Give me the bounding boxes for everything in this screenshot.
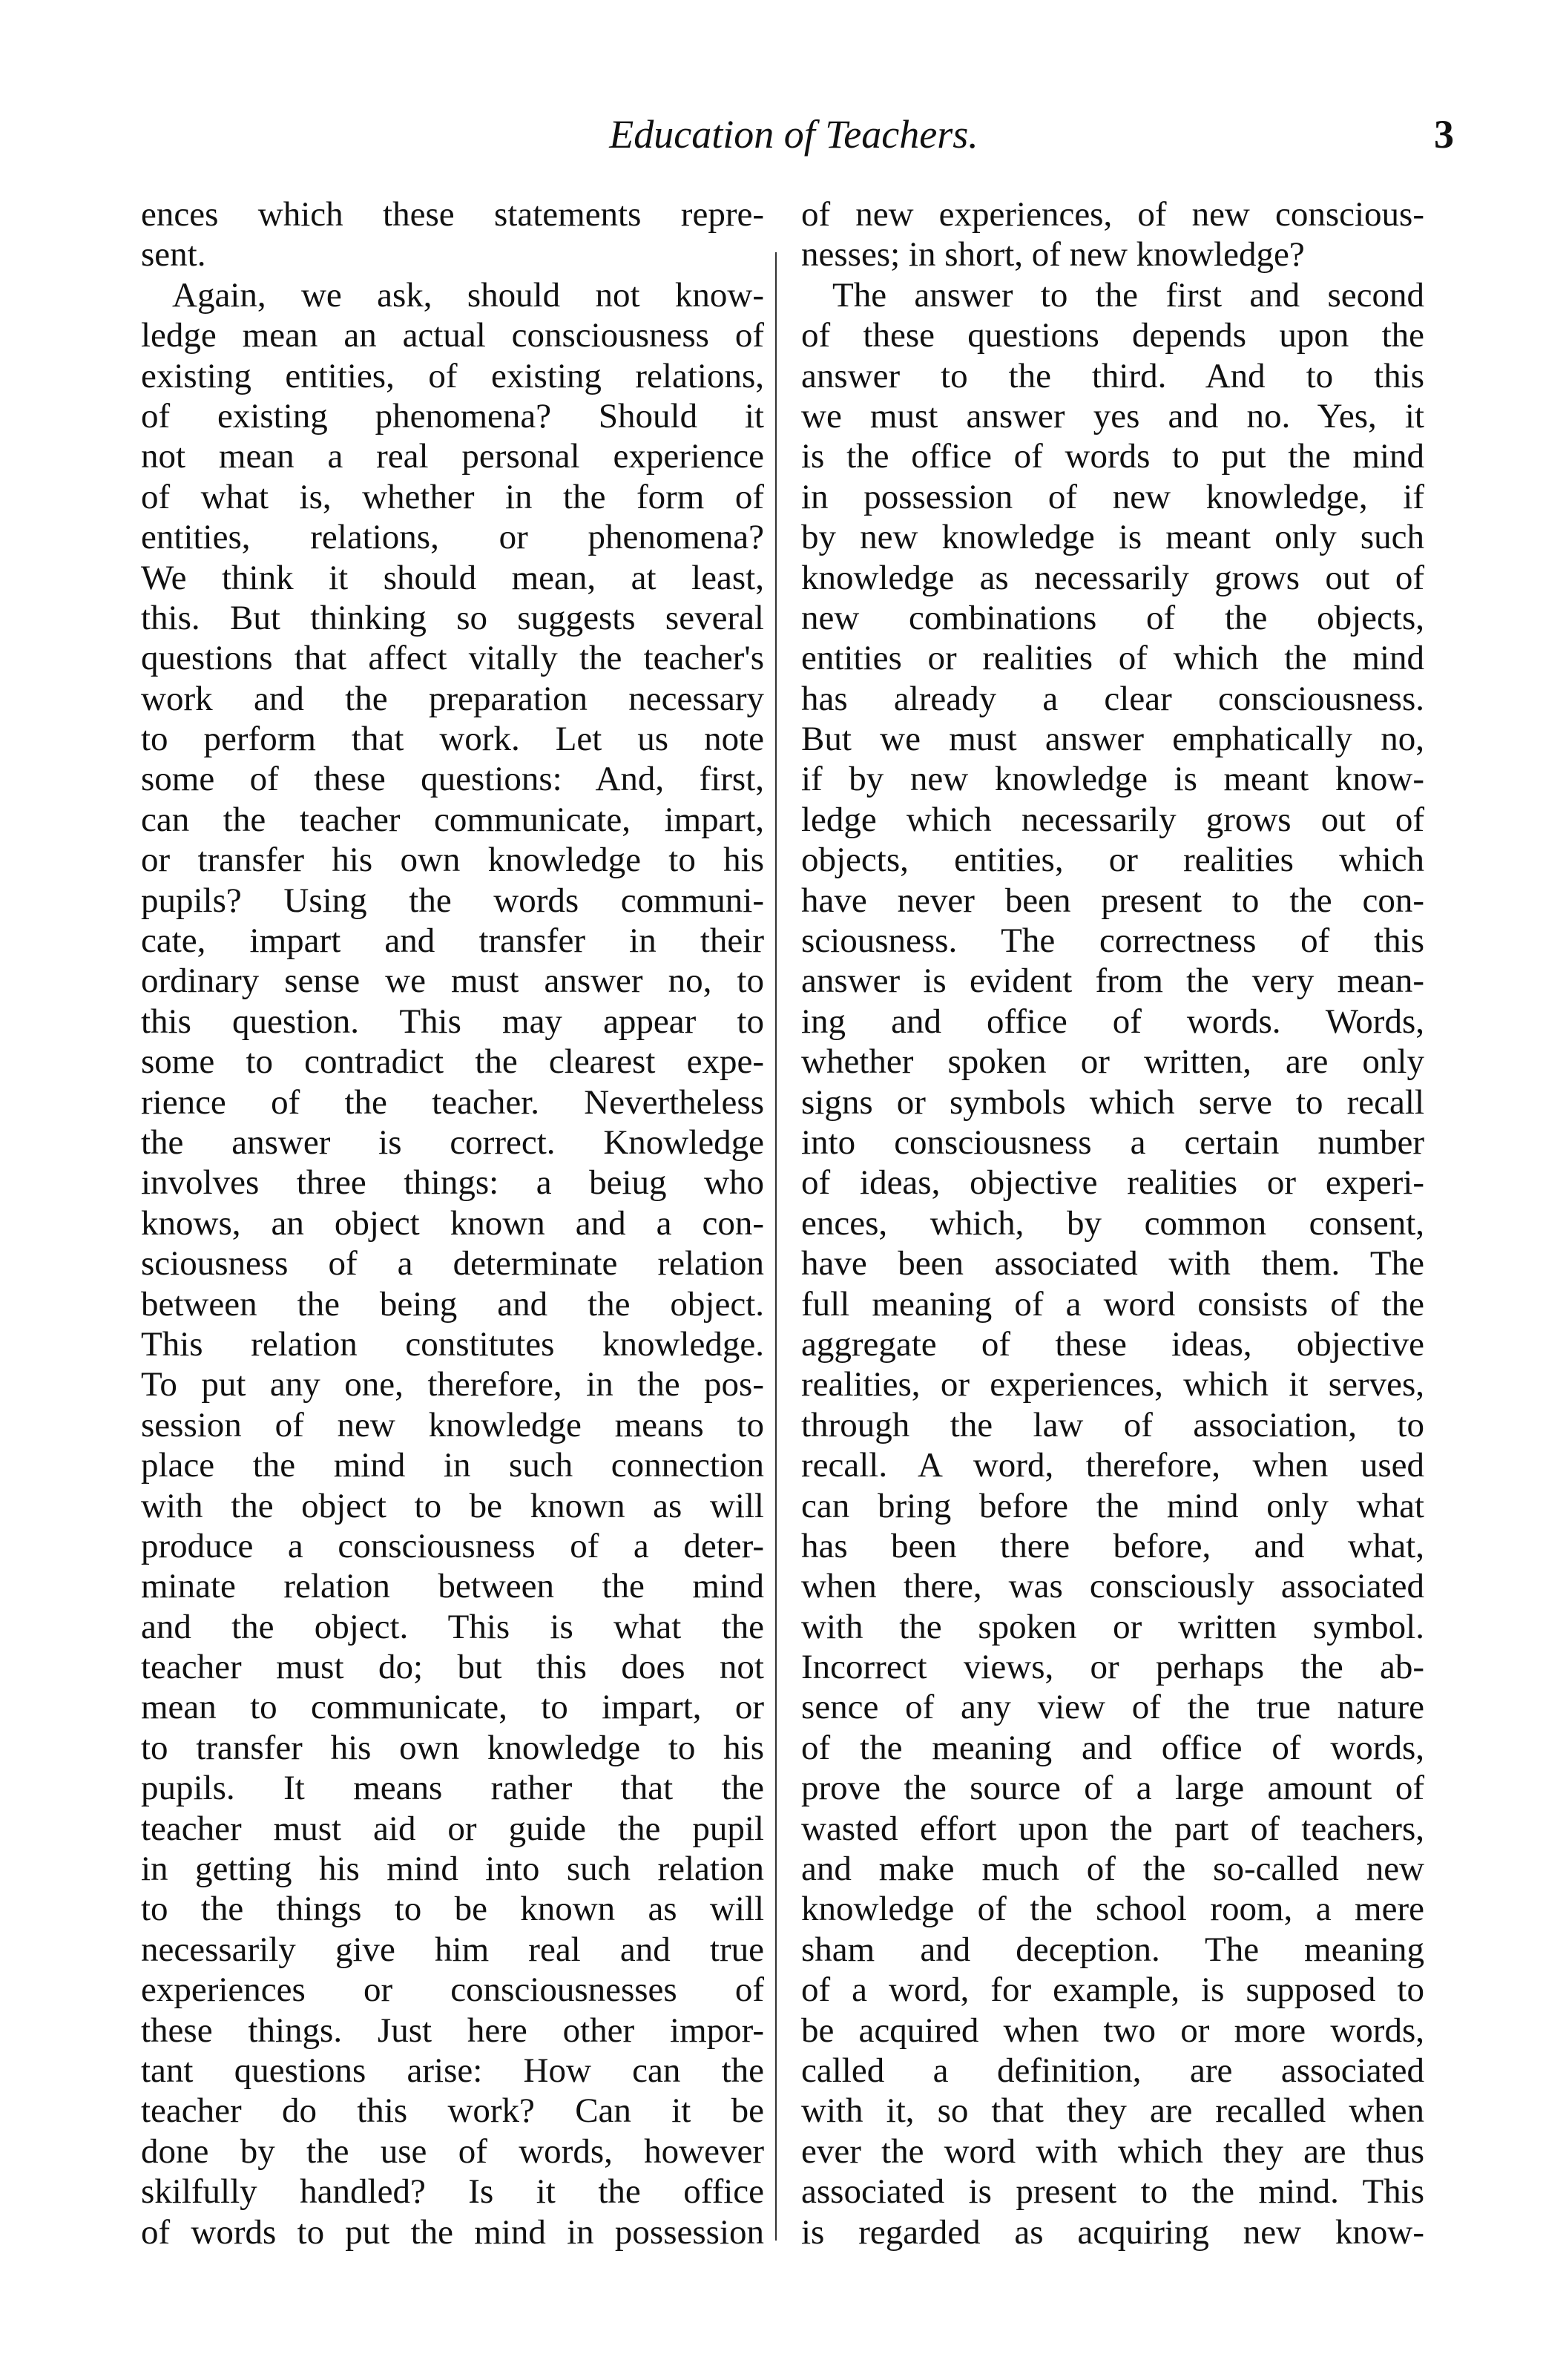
- text-line: cate, impart and transfer in their: [141, 921, 764, 961]
- text-line: Incorrect views, or perhaps the ab-: [801, 1648, 1424, 1687]
- text-line: have been associated with them. The: [801, 1244, 1424, 1283]
- text-line: associated is present to the mind. This: [801, 2172, 1424, 2212]
- text-line: and the object. This is what the: [141, 1607, 764, 1646]
- text-line: knowledge as necessarily grows out of: [801, 558, 1424, 597]
- text-line: of ideas, objective realities or experi-: [801, 1163, 1424, 1203]
- text-line: recall. A word, therefore, when used: [801, 1446, 1424, 1485]
- text-line: We think it should mean, at least,: [141, 558, 764, 597]
- text-line: teacher must do; but this does not: [141, 1648, 764, 1687]
- text-line: ences which these statements repre-: [141, 195, 764, 234]
- text-line: between the being and the object.: [141, 1284, 764, 1324]
- text-line: with the spoken or written symbol.: [801, 1607, 1424, 1646]
- text-line: signs or symbols which serve to recall: [801, 1082, 1424, 1122]
- text-line: This relation constitutes knowledge.: [141, 1324, 764, 1364]
- text-line: necessarily give him real and true: [141, 1930, 764, 1969]
- text-line: has already a clear consciousness.: [801, 679, 1424, 718]
- text-line: of these questions depends upon the: [801, 316, 1424, 355]
- text-line: and make much of the so-called new: [801, 1850, 1424, 1889]
- text-line: questions that affect vitally the teacher's: [141, 639, 764, 678]
- text-line: some to contradict the clearest expe-: [141, 1042, 764, 1082]
- text-line: sent.: [141, 235, 206, 275]
- text-line: in possession of new knowledge, if: [801, 477, 1424, 516]
- text-line: experiences or consciousnesses of: [141, 1970, 764, 2010]
- right-column: [801, 194, 1424, 2252]
- text-line: the answer is correct. Knowledge: [141, 1122, 764, 1162]
- text-line: if by new knowledge is meant know-: [801, 760, 1424, 799]
- page-header: [134, 111, 1454, 171]
- text-line: pupils? Using the words communi-: [141, 881, 764, 920]
- text-line: done by the use of words, however: [141, 2131, 764, 2171]
- text-line: not mean a real personal experience: [141, 437, 764, 476]
- text-line: The answer to the first and second: [832, 275, 1424, 315]
- text-line: But we must answer emphatically no,: [801, 720, 1424, 759]
- text-line: into consciousness a certain number: [801, 1122, 1424, 1162]
- left-column: [141, 194, 764, 2252]
- text-line: teacher do this work? Can it be: [141, 2091, 764, 2131]
- text-line: work and the preparation necessary: [141, 679, 764, 718]
- text-line: is regarded as acquiring new know-: [801, 2212, 1424, 2252]
- text-line: ordinary sense we must answer no, to: [141, 961, 764, 1001]
- text-line: answer is evident from the very mean-: [801, 961, 1424, 1001]
- column-divider: [775, 252, 777, 2241]
- text-line: place the mind in such connection: [141, 1446, 764, 1485]
- text-line: this question. This may appear to: [141, 1002, 764, 1041]
- text-line: aggregate of these ideas, objective: [801, 1324, 1424, 1364]
- text-line: ever the word with which they are thus: [801, 2131, 1424, 2171]
- text-line: mean to communicate, to impart, or: [141, 1688, 764, 1727]
- text-line: ledge mean an actual consciousness of: [141, 316, 764, 355]
- text-line: has been there before, and what,: [801, 1526, 1424, 1565]
- text-line: ledge which necessarily grows out of: [801, 800, 1424, 839]
- text-line: teacher must aid or guide the pupil: [141, 1809, 764, 1848]
- text-line: of existing phenomena? Should it: [141, 396, 764, 435]
- text-line: objects, entities, or realities which: [801, 841, 1424, 880]
- text-line: these things. Just here other impor-: [141, 2011, 764, 2050]
- text-line: prove the source of a large amount of: [801, 1769, 1424, 1808]
- text-line: in getting his mind into such relation: [141, 1850, 764, 1889]
- text-line: rience of the teacher. Nevertheless: [141, 1082, 764, 1122]
- text-line: to perform that work. Let us note: [141, 720, 764, 759]
- text-line: sham and deception. The meaning: [801, 1930, 1424, 1969]
- text-line: existing entities, of existing relations,: [141, 356, 764, 395]
- text-line: nesses; in short, of new knowledge?: [801, 235, 1305, 275]
- text-line: this. But thinking so suggests several: [141, 598, 764, 637]
- text-line: of words to put the mind in possession: [141, 2212, 764, 2252]
- page-number: 3: [1434, 112, 1454, 157]
- text-line: pupils. It means rather that the: [141, 1769, 764, 1808]
- text-line: sciousness of a determinate relation: [141, 1244, 764, 1283]
- text-line: ences, which, by common consent,: [801, 1203, 1424, 1243]
- text-line: with it, so that they are recalled when: [801, 2091, 1424, 2131]
- text-line: through the law of association, to: [801, 1405, 1424, 1444]
- text-line: Again, we ask, should not know-: [172, 275, 764, 315]
- text-line: of what is, whether in the form of: [141, 477, 764, 516]
- text-line: of new experiences, of new conscious-: [801, 195, 1424, 234]
- text-line: be acquired when two or more words,: [801, 2011, 1424, 2050]
- text-line: with the object to be known as will: [141, 1486, 764, 1525]
- text-line: new combinations of the objects,: [801, 598, 1424, 637]
- text-line: can the teacher communicate, impart,: [141, 800, 764, 839]
- text-line: entities, relations, or phenomena?: [141, 518, 764, 557]
- text-line: by new knowledge is meant only such: [801, 518, 1424, 557]
- text-line: entities or realities of which the mind: [801, 639, 1424, 678]
- text-line: skilfully handled? Is it the office: [141, 2172, 764, 2212]
- text-line: session of new knowledge means to: [141, 1405, 764, 1444]
- text-line: to transfer his own knowledge to his: [141, 1728, 764, 1767]
- text-line: realities, or experiences, which it serves,: [801, 1365, 1424, 1404]
- text-line: knowledge of the school room, a mere: [801, 1890, 1424, 1929]
- text-line: or transfer his own knowledge to his: [141, 841, 764, 880]
- text-line: sence of any view of the true nature: [801, 1688, 1424, 1727]
- text-line: produce a consciousness of a deter-: [141, 1526, 764, 1565]
- text-line: ing and office of words. Words,: [801, 1002, 1424, 1041]
- text-line: have never been present to the con-: [801, 881, 1424, 920]
- text-line: full meaning of a word consists of the: [801, 1284, 1424, 1324]
- text-line: sciousness. The correctness of this: [801, 921, 1424, 961]
- text-line: involves three things: a beiug who: [141, 1163, 764, 1203]
- text-line: when there, was consciously associated: [801, 1567, 1424, 1606]
- text-line: of the meaning and office of words,: [801, 1728, 1424, 1767]
- text-line: some of these questions: And, first,: [141, 760, 764, 799]
- text-line: we must answer yes and no. Yes, it: [801, 396, 1424, 435]
- text-line: whether spoken or written, are only: [801, 1042, 1424, 1082]
- text-line: minate relation between the mind: [141, 1567, 764, 1606]
- text-line: of a word, for example, is supposed to: [801, 1970, 1424, 2010]
- text-line: To put any one, therefore, in the pos-: [141, 1365, 764, 1404]
- text-line: wasted effort upon the part of teachers,: [801, 1809, 1424, 1848]
- text-line: to the things to be known as will: [141, 1890, 764, 1929]
- running-head: Education of Teachers.: [609, 112, 978, 157]
- text-line: called a definition, are associated: [801, 2051, 1424, 2090]
- text-line: knows, an object known and a con-: [141, 1203, 764, 1243]
- text-line: is the office of words to put the mind: [801, 437, 1424, 476]
- text-line: answer to the third. And to this: [801, 356, 1424, 395]
- text-line: tant questions arise: How can the: [141, 2051, 764, 2090]
- text-line: can bring before the mind only what: [801, 1486, 1424, 1525]
